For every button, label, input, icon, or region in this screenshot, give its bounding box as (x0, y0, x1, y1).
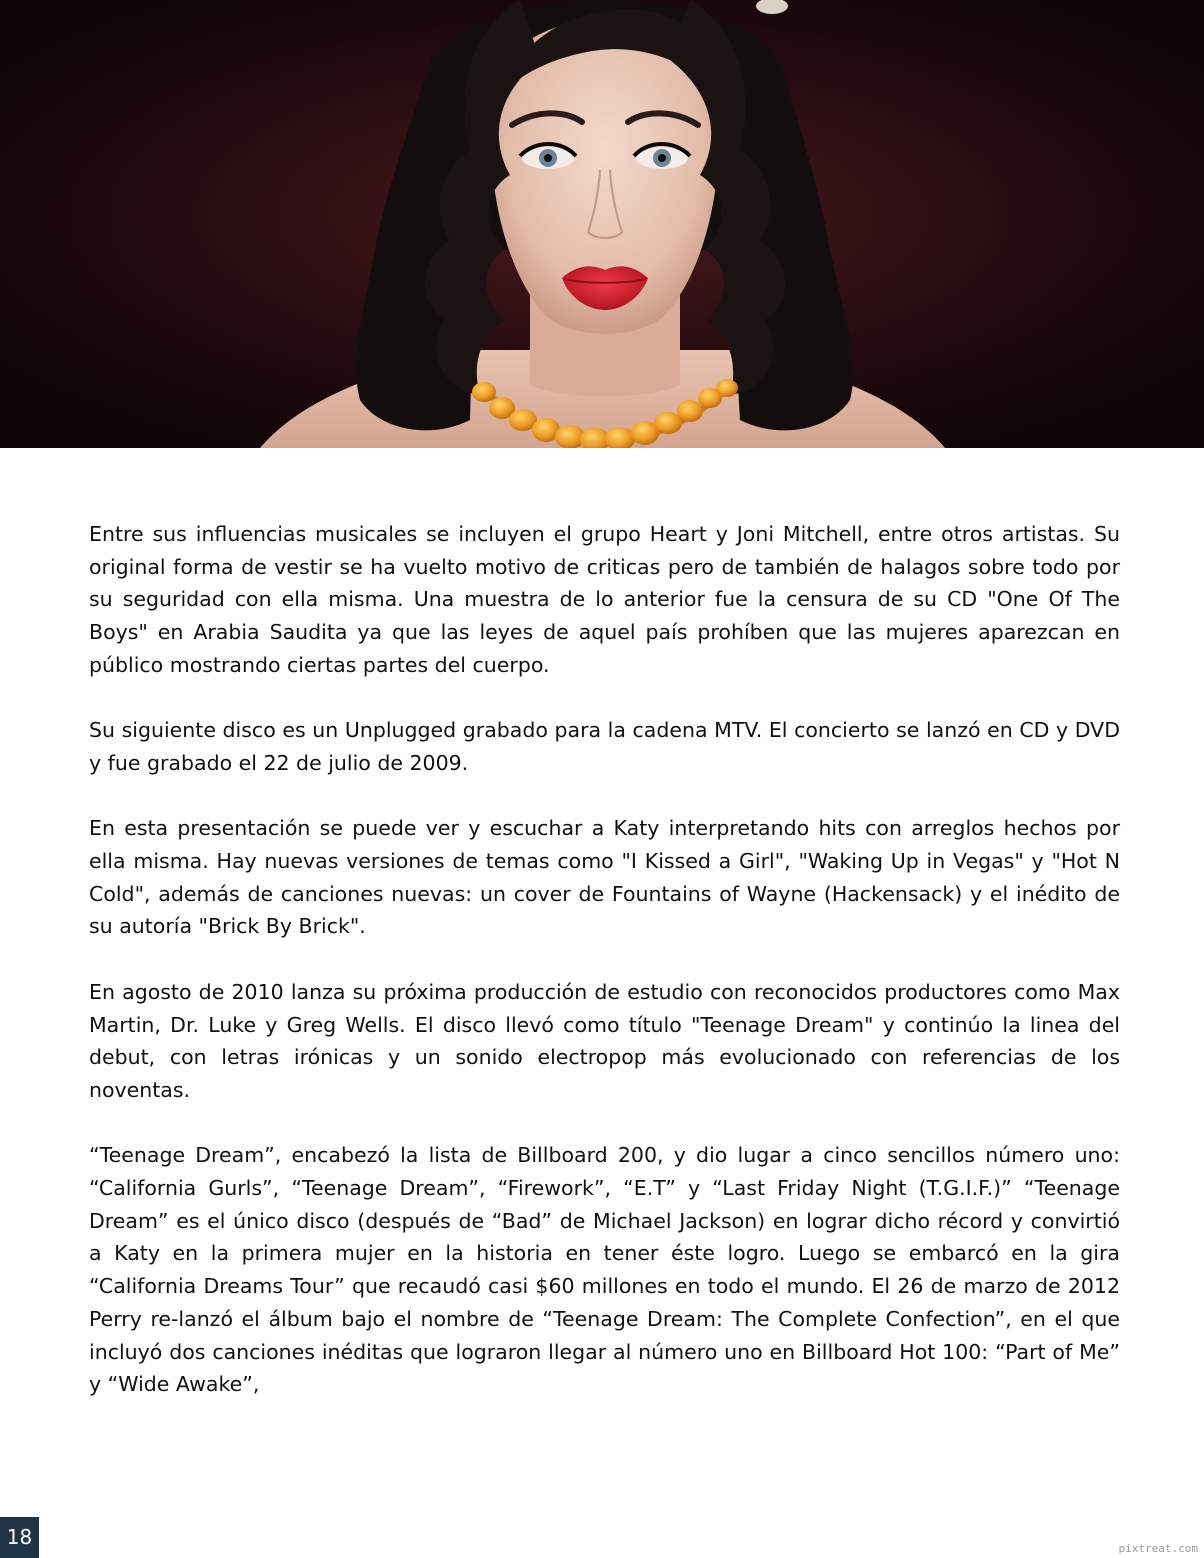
article-paragraph: En agosto de 2010 lanza su próxima producción de estudio con reconocidos productores como Max Martin, Dr. Luke y Greg Wells. El disco llevó como título "Teenage Dream" y continúo la linea del debut, con letras irónicas y un sonido electropop más evolucionado con referencias de los noventas. (89, 979, 1120, 1102)
necklace-bead (472, 382, 496, 402)
article-paragraph: “Teenage Dream”, encabezó la lista de Billboard 200, y dio lugar a cinco sencillos número uno: “California Gurls”, “Teenage Dream”, “Firework”, “E.T” y “Last Friday Night (T.G.I.F.)” “Teenage Dream” es el único disco (después de “Bad” de Michael Jackson) en lograr dicho récord y convirtió a Katy en la primera mujer en la historia en tener éste logro. Luego se embarcó en la gira “California Dreams Tour” que recaudó casi $60 millones en todo el mundo. El 26 de marzo de 2012 Perry re-lanzó el álbum bajo el nombre de “Teenage Dream: The Complete Confection”, en el que incluyó dos canciones inéditas que lograron llegar al número uno en Billboard Hot 100: “Part of Me” y “Wide Awake”, (89, 1143, 1120, 1397)
portrait-photo (0, 0, 1204, 448)
left-pupil (544, 154, 552, 162)
article-paragraph: Entre sus influencias musicales se incluyen el grupo Heart y Joni Mitchell, entre otros artistas. Su original forma de vestir se ha vuelto motivo de criticas pero de también de halagos sobre todo por su seguridad con ella misma. Una muestra de lo anterior fue la censura de su CD "One Of The Boys" en Arabia Saudita ya que las leyes de aquel país prohíben que las mujeres aparezcan en público mostrando ciertas partes del cuerpo. (89, 522, 1120, 677)
right-pupil (658, 154, 666, 162)
watermark-text: pixtreat.com (1118, 1542, 1198, 1555)
article-body (89, 518, 1120, 1401)
portrait-illustration (0, 0, 1204, 448)
necklace-bead (654, 412, 682, 434)
page-number: 18 (0, 1517, 39, 1558)
article-paragraph: Su siguiente disco es un Unplugged grabado para la cadena MTV. El concierto se lanzó en CD y DVD y fue grabado el 22 de julio de 2009. (89, 718, 1120, 775)
necklace-bead (555, 425, 585, 448)
necklace-bead (716, 379, 738, 397)
necklace-bead (677, 400, 703, 422)
article-paragraph: En esta presentación se puede ver y escuchar a Katy interpretando hits con arreglos hechos por ella misma. Hay nuevas versiones de temas como "I Kissed a Girl", "Waking Up in Vegas" y "Hot N Cold", además de canciones nuevas: un cover de Fountains of Wayne (Hackensack) y el inédito de su autoría "Brick By Brick". (89, 816, 1120, 939)
